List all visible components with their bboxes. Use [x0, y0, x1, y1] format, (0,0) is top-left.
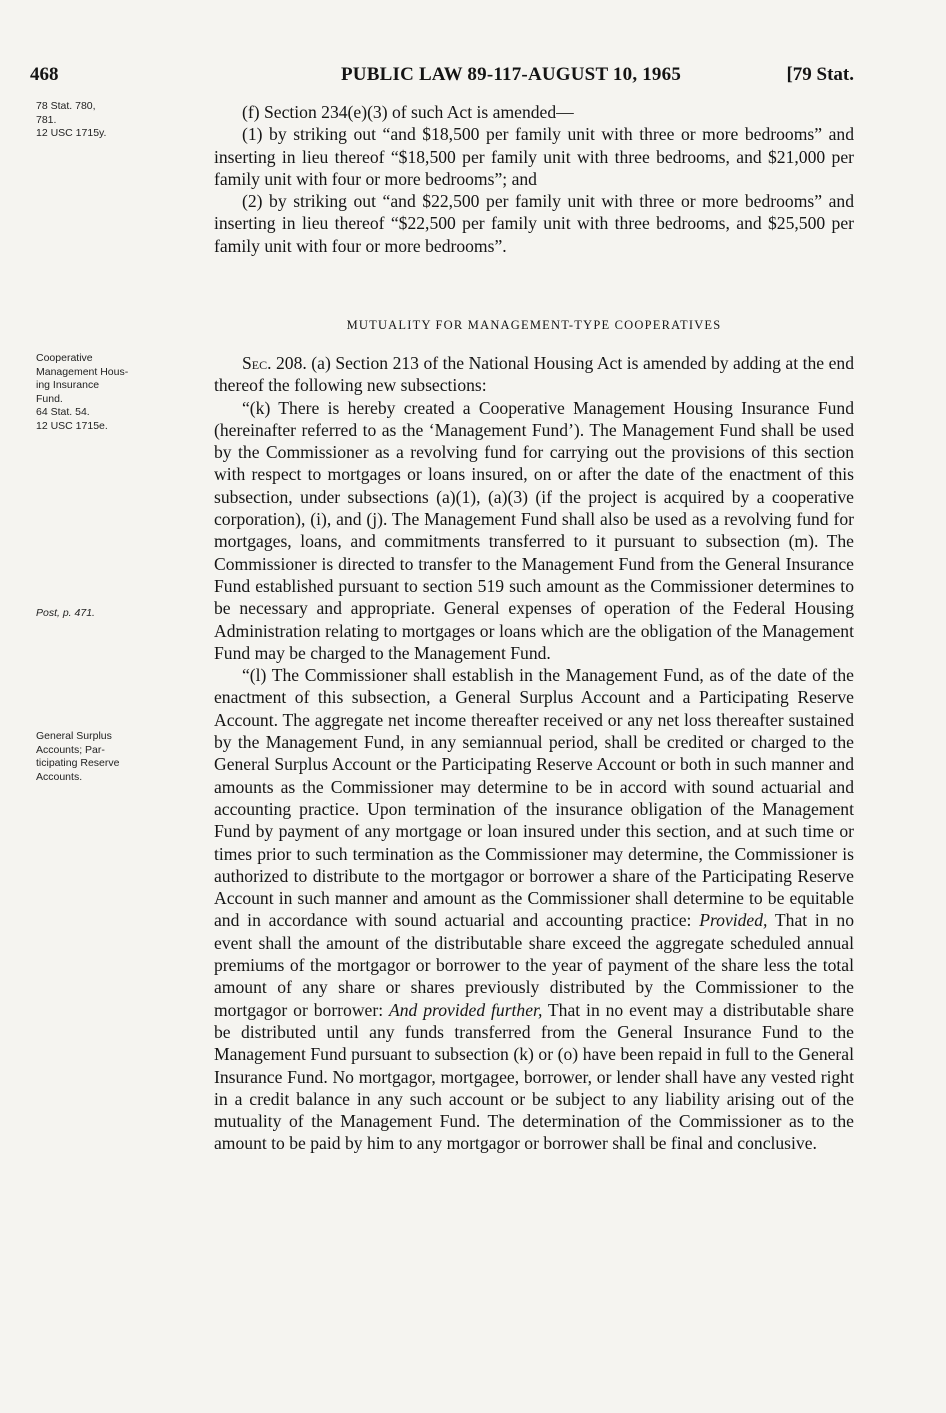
margin-note-line: Accounts. — [36, 770, 83, 783]
margin-note-line: 781. — [36, 113, 57, 126]
margin-note-line: Post, p. 471. — [36, 607, 95, 619]
margin-note-line: 12 USC 1715y. — [36, 127, 107, 139]
section-heading: MUTUALITY FOR MANAGEMENT-TYPE COOPERATIVES — [346, 318, 722, 332]
section-f-intro: (f) Section 234(e)(3) of such Act is amended— — [242, 102, 574, 122]
subsection-l-part-3: That in no event may a distributable share be distributed until any funds transferred from the General Insurance Fund to the Management Fund pursuant to subsection (k) or (o) have been repaid in full to the General Insurance Fund. No mortgagor, mortgagee, borrower, or lender shall have any vested right in a credit balance in any such account or be subject to any liability arising out of the mutuality of the Management Fund. The determination of the Commissioner as to the amount to be paid by him to any mortgagor or borrower shall be final and conclusive. — [214, 999, 854, 1154]
section-208-intro-text: (a) Section 213 of the National Housing Act is amended by adding at the end thereof the following new subsections: — [214, 353, 854, 396]
volume-reference: [79 Stat. — [786, 64, 854, 85]
subsection-l-part-1: “(l) The Commissioner shall establish in the Management Fund, as of the date of the enactment of this subsection, a General Surplus Account and a Participating Reserve Account. The aggregate net income thereafter received or any net loss thereafter sustained by the Management Fund, in any semiannual period, shall be credited or charged to the General Surplus Account or the Participating Reserve Account or both in such manner and amounts as the Commissioner may determine to be in accord with sound actuarial and accounting practice. Upon termination of the insurance obligation of the Management Fund by payment of any mortgage or loan insured under this section, and at such time or times prior to such termination as the Commissioner may determine, the Commissioner is authorized to distribute to the mortgagor or borrower a share of the Participating Reserve Account in such manner and amount as the Commissioner shall determine to be equitable and in accordance with sound actuarial and accounting practice: — [214, 665, 854, 931]
margin-note-cooperative-fund — [36, 352, 206, 433]
margin-note-line: General Surplus — [36, 730, 112, 742]
margin-note-line: 12 USC 1715e. — [36, 419, 108, 432]
margin-note-line: Accounts; Par- — [36, 743, 105, 756]
margin-note-post-reference — [36, 607, 206, 621]
section-f-item-1: (1) by striking out “and $18,500 per family unit with three or more bedrooms” and inserting in lieu thereof “$18,500 per family unit with three bedrooms, and $21,000 per family unit with four or more bedrooms”; and — [214, 124, 854, 189]
margin-note-statute-reference — [36, 100, 206, 141]
margin-note-line: Cooperative — [36, 352, 93, 364]
section-f-block — [214, 101, 854, 257]
subsection-l-part-2: That in no event shall the amount of the distributable share exceed the aggregate scheduled annual premiums of the mortgagor or borrower to the year of payment of the share less the total amount of any share or shares previously distributed by the Commissioner to the mortgagor or borrower: — [214, 910, 854, 1020]
page-number: 468 — [30, 64, 59, 85]
margin-note-line: 78 Stat. 780, — [36, 100, 96, 112]
provided-clause: Provided, — [699, 910, 768, 931]
margin-note-line: ticipating Reserve — [36, 757, 120, 769]
provided-further-clause: And provided further, — [389, 999, 543, 1020]
section-f-item-2: (2) by striking out “and $22,500 per family unit with three or more bedrooms” and inserting in lieu thereof “$22,500 per family unit with three bedrooms, and $25,500 per family unit with four or more bedrooms”. — [214, 191, 854, 256]
section-label: Sec. 208. — [242, 353, 307, 373]
running-title: PUBLIC LAW 89-117-AUGUST 10, 1965 — [341, 64, 682, 85]
margin-note-general-surplus — [36, 730, 206, 784]
subsection-k: “(k) There is hereby created a Cooperative Management Housing Insurance Fund (hereinafter referred to as the ‘Management Fund’). The Management Fund shall be used by the Commissioner as a revolving fund for carrying out the provisions of this section with respect to mortgages or loans insured, on or after the date of the enactment of this subsection, under subsections (a)(1), (a)(3) (if the project is acquired by a cooperative corporation), (i), and (j). The Management Fund shall also be used as a revolving fund for mortgages, loans, and commitments transferred to it pursuant to subsection (m). The Commissioner is directed to transfer to the Management Fund from the General Insurance Fund established pursuant to section 519 such amount as the Commissioner determines to be necessary and appropriate. General expenses of operation of the Federal Housing Administration relating to mortgages or loans which are the obligation of the Management Fund may be charged to the Management Fund. — [214, 397, 854, 663]
page-header — [30, 58, 860, 88]
margin-note-line: Fund. — [36, 392, 63, 405]
subsection-l — [214, 664, 854, 1155]
section-208-intro — [214, 352, 854, 397]
margin-note-line: Management Hous- — [36, 365, 129, 378]
margin-note-line: ing Insurance — [36, 379, 100, 391]
margin-note-line: 64 Stat. 54. — [36, 406, 90, 418]
section-208-block — [214, 352, 854, 1155]
